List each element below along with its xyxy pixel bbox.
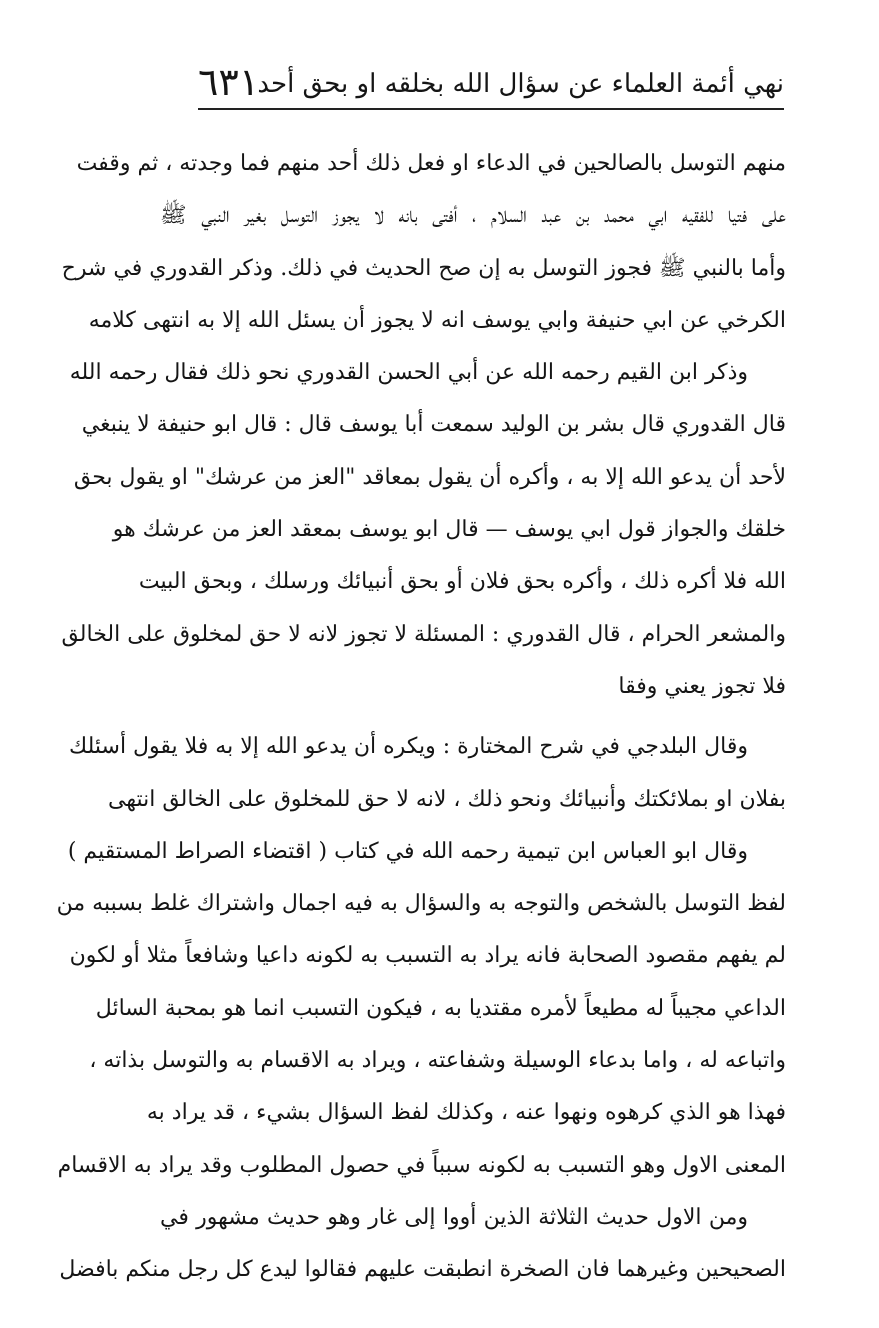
text-line: فلا تجوز يعني وفقا <box>618 673 786 699</box>
text-line: منهم التوسل بالصالحين في الدعاء او فعل ذلك أحد منهم فما وجدته ، ثم وقفت <box>76 151 786 176</box>
text-line: الكرخي عن ابي حنيفة وابي يوسف انه لا يجوز أن يسئل الله إلا به انتهى كلامه <box>88 307 786 333</box>
text-line: وأما بالنبي ﷺ فجوز التوسل به إن صح الحديث في ذلك. وذكر القدوري في شرح <box>61 255 786 281</box>
paragraph-gap <box>160 713 786 721</box>
text-line: فهذا هو الذي كرهوه ونهوا عنه ، وكذلك لفظ السؤال بشيء ، قد يراد به <box>146 1100 786 1126</box>
text-line: وذكر ابن القيم رحمه الله عن أبي الحسن القدوري نحو ذلك فقال رحمه الله <box>69 360 748 386</box>
text-line: لأحد أن يدعو الله إلا به ، وأكره أن يقول بمعاقد "العز من عرشك" او يقول بحق <box>73 464 786 490</box>
text-line: الصحيحين وغيرهما فان الصخرة انطبقت عليهم فقالوا ليدع كل رجل منكم بافضل <box>59 1257 786 1283</box>
text-line: بفلان او بملائكتك وأنبيائك ونحو ذلك ، لانه لا حق للمخلوق على الخالق انتهى <box>107 786 786 812</box>
text-line: وقال البلدجي في شرح المختارة : ويكره أن يدعو الله إلا به فلا يقول أسئلك <box>69 734 748 760</box>
text-line: الله فلا أكره ذلك ، وأكره بحق فلان أو بحق أنبيائك ورسلك ، وبحق البيت <box>138 569 786 595</box>
text-line: وقال ابو العباس ابن تيمية رحمه الله في كتاب ( اقتضاء الصراط المستقيم ) <box>67 838 748 864</box>
text-line: لفظ التوسل بالشخص والتوجه به والسؤال به فيه اجمال واشتراك غلط بسببه من <box>56 891 786 917</box>
text-line: الداعي مجيباً له مطيعاً لأمره مقتديا به ، فيكون التسبب انما هو بمحبة السائل <box>95 995 786 1021</box>
body-text <box>56 138 786 1297</box>
text-line: خلقك والجواز قول ابي يوسف — قال ابو يوسف بمعقد العز من عرشك هو <box>112 517 786 543</box>
text-line: واتباعه له ، واما بدعاء الوسيلة وشفاعته ، ويراد به الاقسام به والتوسل بذاته ، <box>89 1048 786 1074</box>
text-line: لم يفهم مقصود الصحابة فانه يراد به التسبب به لكونه داعيا وشافعاً مثلا أو لكون <box>69 943 786 969</box>
text-line: قال القدوري قال بشر بن الوليد سمعت أبا يوسف قال : قال ابو حنيفة لا ينبغي <box>81 412 786 438</box>
text-line: المعنى الاول وهو التسبب به لكونه سبباً في حصول المطلوب وقد يراد به الاقسام <box>57 1152 786 1178</box>
running-title: نهي أئمة العلماء عن سؤال الله بخلقه او بحق أحد <box>257 69 784 99</box>
page-header <box>198 58 784 110</box>
header-divider <box>198 108 784 110</box>
text-line: والمشعر الحرام ، قال القدوري : المسئلة لا تجوز لانه لا حق لمخلوق على الخالق <box>61 621 786 647</box>
page-number: ٦٣١ <box>198 60 260 104</box>
text-line: ومن الاول حديث الثلاثة الذين أووا إلى غار وهو حديث مشهور في <box>160 1204 748 1230</box>
text-line: على فتيا للفقيه ابي محمد بن عبد السلام ، أفتى بانه لا يجوز التوسل بغير النبي ﷺ <box>160 203 786 229</box>
